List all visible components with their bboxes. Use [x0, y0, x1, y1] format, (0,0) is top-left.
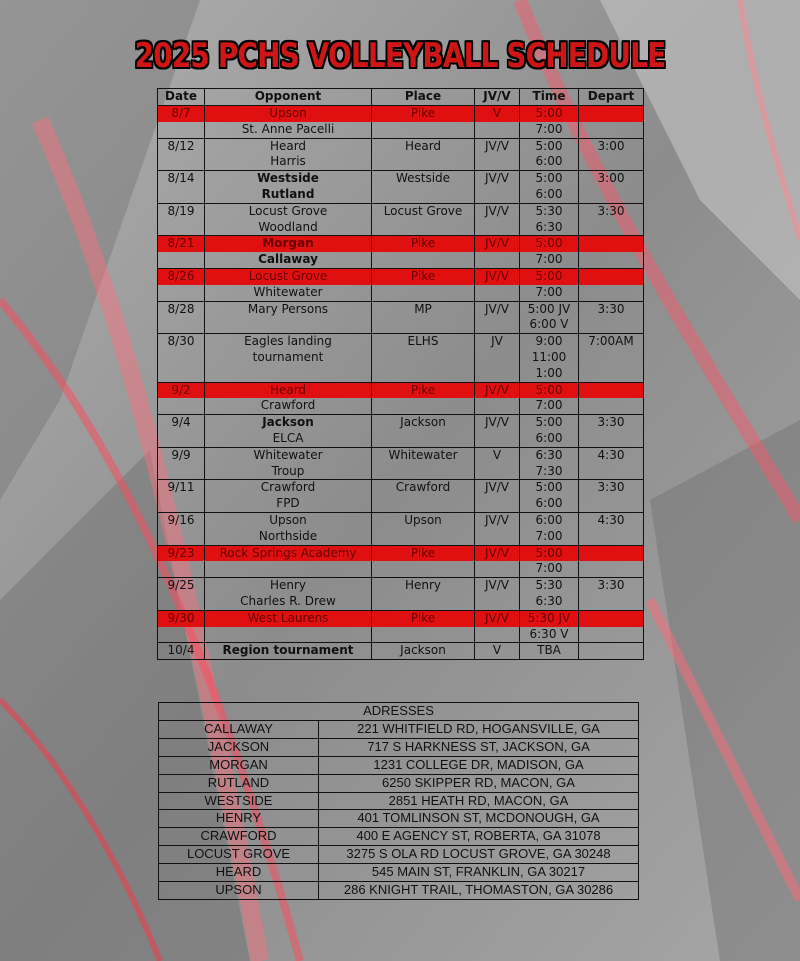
- date-cell: 9/2: [158, 382, 205, 398]
- opponent-cell: St. Anne Pacelli: [205, 122, 372, 138]
- table-row: [158, 480, 644, 496]
- opponent-cell: Troup: [205, 464, 372, 480]
- table-row: [158, 398, 644, 414]
- depart-cell: [579, 154, 644, 170]
- table-row: [158, 366, 644, 382]
- depart-cell: [579, 220, 644, 236]
- time-cell: 5:00: [520, 171, 579, 187]
- time-cell: 6:30: [520, 220, 579, 236]
- address-row: [159, 810, 639, 828]
- place-cell: Upson: [372, 512, 475, 528]
- date-cell: [158, 529, 205, 545]
- depart-cell: [579, 350, 644, 366]
- time-cell: TBA: [520, 643, 579, 660]
- time-cell: 6:30: [520, 447, 579, 463]
- date-cell: [158, 187, 205, 203]
- time-cell: 5:00: [520, 268, 579, 284]
- table-row: [158, 447, 644, 463]
- opponent-cell: Charles R. Drew: [205, 594, 372, 610]
- level-cell: [475, 122, 520, 138]
- level-cell: V: [475, 447, 520, 463]
- depart-cell: 3:00: [579, 138, 644, 154]
- page-title: 2025 PCHS VOLLEYBALL SCHEDULE: [134, 36, 666, 76]
- table-row: [158, 317, 644, 333]
- place-cell: [372, 285, 475, 301]
- depart-cell: 3:00: [579, 171, 644, 187]
- level-cell: [475, 431, 520, 447]
- level-cell: [475, 496, 520, 512]
- date-cell: 8/30: [158, 334, 205, 350]
- opponent-cell: Mary Persons: [205, 301, 372, 317]
- date-cell: 9/25: [158, 578, 205, 594]
- table-row: [158, 268, 644, 284]
- date-cell: [158, 122, 205, 138]
- table-row: [158, 464, 644, 480]
- date-cell: [158, 496, 205, 512]
- depart-cell: [579, 317, 644, 333]
- address-row: [159, 774, 639, 792]
- level-cell: V: [475, 643, 520, 660]
- opponent-cell: Callaway: [205, 252, 372, 268]
- opponent-cell: tournament: [205, 350, 372, 366]
- level-cell: [475, 187, 520, 203]
- time-cell: 5:30 JV: [520, 610, 579, 626]
- date-cell: 8/12: [158, 138, 205, 154]
- depart-cell: [579, 594, 644, 610]
- date-cell: 9/23: [158, 545, 205, 561]
- level-cell: JV/V: [475, 578, 520, 594]
- date-cell: 8/14: [158, 171, 205, 187]
- level-cell: JV/V: [475, 268, 520, 284]
- address-row: [159, 882, 639, 900]
- date-cell: [158, 594, 205, 610]
- date-cell: 8/7: [158, 106, 205, 122]
- depart-cell: 7:00AM: [579, 334, 644, 350]
- addresses-body: [159, 703, 639, 900]
- place-cell: [372, 627, 475, 643]
- opponent-cell: Woodland: [205, 220, 372, 236]
- table-row: [158, 382, 644, 398]
- table-row: [158, 122, 644, 138]
- depart-cell: [579, 268, 644, 284]
- time-cell: 1:00: [520, 366, 579, 382]
- depart-cell: [579, 398, 644, 414]
- level-cell: JV/V: [475, 382, 520, 398]
- place-cell: [372, 366, 475, 382]
- opponent-cell: Upson: [205, 512, 372, 528]
- opponent-cell: Morgan: [205, 236, 372, 252]
- opponent-cell: Harris: [205, 154, 372, 170]
- table-row: [158, 561, 644, 577]
- level-cell: [475, 627, 520, 643]
- place-cell: [372, 122, 475, 138]
- depart-cell: [579, 106, 644, 122]
- address-school-name: MORGAN: [159, 756, 319, 774]
- place-cell: [372, 561, 475, 577]
- opponent-cell: Locust Grove: [205, 268, 372, 284]
- table-row: [158, 252, 644, 268]
- opponent-cell: Rock Springs Academy: [205, 545, 372, 561]
- opponent-cell: Northside: [205, 529, 372, 545]
- time-cell: 5:00: [520, 236, 579, 252]
- address-street: 717 S HARKNESS ST, JACKSON, GA: [319, 738, 639, 756]
- depart-cell: 3:30: [579, 301, 644, 317]
- opponent-cell: ELCA: [205, 431, 372, 447]
- address-street: 221 WHITFIELD RD, HOGANSVILLE, GA: [319, 720, 639, 738]
- time-cell: 5:00: [520, 382, 579, 398]
- level-cell: [475, 350, 520, 366]
- table-row: [158, 594, 644, 610]
- place-cell: [372, 529, 475, 545]
- table-row: [158, 138, 644, 154]
- table-row: [158, 578, 644, 594]
- table-row: [158, 106, 644, 122]
- opponent-cell: Region tournament: [205, 643, 372, 660]
- time-cell: 5:30: [520, 578, 579, 594]
- place-cell: [372, 431, 475, 447]
- time-cell: 9:00: [520, 334, 579, 350]
- addresses-table: [158, 702, 639, 900]
- depart-cell: [579, 496, 644, 512]
- opponent-cell: Upson: [205, 106, 372, 122]
- place-cell: [372, 496, 475, 512]
- place-cell: Locust Grove: [372, 203, 475, 219]
- opponent-cell: Rutland: [205, 187, 372, 203]
- place-cell: [372, 350, 475, 366]
- place-cell: MP: [372, 301, 475, 317]
- date-cell: [158, 252, 205, 268]
- date-cell: [158, 285, 205, 301]
- table-row: [158, 529, 644, 545]
- date-cell: [158, 561, 205, 577]
- level-cell: [475, 285, 520, 301]
- address-school-name: UPSON: [159, 882, 319, 900]
- date-cell: 8/26: [158, 268, 205, 284]
- place-cell: Heard: [372, 138, 475, 154]
- depart-cell: [579, 252, 644, 268]
- time-cell: 7:00: [520, 529, 579, 545]
- address-school-name: CALLAWAY: [159, 720, 319, 738]
- depart-cell: 3:30: [579, 480, 644, 496]
- place-cell: Pike: [372, 106, 475, 122]
- level-cell: JV/V: [475, 545, 520, 561]
- level-cell: JV: [475, 334, 520, 350]
- time-cell: 7:00: [520, 252, 579, 268]
- depart-cell: 4:30: [579, 447, 644, 463]
- depart-cell: [579, 431, 644, 447]
- date-cell: 8/21: [158, 236, 205, 252]
- date-cell: [158, 220, 205, 236]
- table-row: [158, 512, 644, 528]
- address-school-name: JACKSON: [159, 738, 319, 756]
- table-row: [158, 545, 644, 561]
- table-row: [158, 610, 644, 626]
- table-row: [158, 203, 644, 219]
- table-row: [158, 301, 644, 317]
- table-row: [158, 171, 644, 187]
- place-cell: Pike: [372, 236, 475, 252]
- address-street: 6250 SKIPPER RD, MACON, GA: [319, 774, 639, 792]
- place-cell: [372, 317, 475, 333]
- level-cell: JV/V: [475, 301, 520, 317]
- opponent-cell: Westside: [205, 171, 372, 187]
- time-cell: 6:00: [520, 512, 579, 528]
- time-cell: 6:00: [520, 496, 579, 512]
- address-row: [159, 864, 639, 882]
- schedule-body: [158, 106, 644, 660]
- level-cell: [475, 154, 520, 170]
- level-cell: JV/V: [475, 138, 520, 154]
- time-cell: 6:00 V: [520, 317, 579, 333]
- depart-cell: [579, 529, 644, 545]
- date-cell: [158, 366, 205, 382]
- opponent-cell: [205, 627, 372, 643]
- table-row: [158, 220, 644, 236]
- date-cell: 9/11: [158, 480, 205, 496]
- opponent-cell: Whitewater: [205, 285, 372, 301]
- level-cell: [475, 594, 520, 610]
- time-cell: 6:30: [520, 594, 579, 610]
- date-cell: 9/16: [158, 512, 205, 528]
- table-row: [158, 496, 644, 512]
- time-cell: 5:00: [520, 106, 579, 122]
- place-cell: ELHS: [372, 334, 475, 350]
- header-date: Date: [158, 89, 205, 106]
- opponent-cell: Locust Grove: [205, 203, 372, 219]
- depart-cell: [579, 366, 644, 382]
- depart-cell: [579, 643, 644, 660]
- place-cell: [372, 464, 475, 480]
- time-cell: 7:00: [520, 122, 579, 138]
- opponent-cell: FPD: [205, 496, 372, 512]
- depart-cell: [579, 610, 644, 626]
- schedule-table: [157, 88, 644, 660]
- opponent-cell: Crawford: [205, 480, 372, 496]
- time-cell: 7:30: [520, 464, 579, 480]
- date-cell: 10/4: [158, 643, 205, 660]
- date-cell: 9/4: [158, 415, 205, 431]
- address-street: 401 TOMLINSON ST, MCDONOUGH, GA: [319, 810, 639, 828]
- depart-cell: 4:30: [579, 512, 644, 528]
- place-cell: Whitewater: [372, 447, 475, 463]
- address-school-name: LOCUST GROVE: [159, 846, 319, 864]
- level-cell: JV/V: [475, 203, 520, 219]
- time-cell: 7:00: [520, 398, 579, 414]
- level-cell: JV/V: [475, 512, 520, 528]
- table-row: [158, 415, 644, 431]
- time-cell: 5:00: [520, 480, 579, 496]
- time-cell: 6:00: [520, 154, 579, 170]
- depart-cell: [579, 382, 644, 398]
- time-cell: 6:00: [520, 187, 579, 203]
- address-school-name: HENRY: [159, 810, 319, 828]
- level-cell: [475, 252, 520, 268]
- level-cell: [475, 366, 520, 382]
- opponent-cell: Whitewater: [205, 447, 372, 463]
- addresses-header: ADRESSES: [159, 703, 639, 721]
- level-cell: [475, 561, 520, 577]
- date-cell: 8/28: [158, 301, 205, 317]
- level-cell: [475, 317, 520, 333]
- address-row: [159, 756, 639, 774]
- table-row: [158, 627, 644, 643]
- place-cell: Crawford: [372, 480, 475, 496]
- depart-cell: 3:30: [579, 415, 644, 431]
- level-cell: [475, 464, 520, 480]
- place-cell: Pike: [372, 545, 475, 561]
- time-cell: 7:00: [520, 561, 579, 577]
- level-cell: JV/V: [475, 415, 520, 431]
- depart-cell: [579, 545, 644, 561]
- level-cell: [475, 529, 520, 545]
- address-row: [159, 720, 639, 738]
- place-cell: [372, 252, 475, 268]
- place-cell: Pike: [372, 610, 475, 626]
- address-school-name: RUTLAND: [159, 774, 319, 792]
- opponent-cell: Eagles landing: [205, 334, 372, 350]
- level-cell: JV/V: [475, 171, 520, 187]
- address-row: [159, 846, 639, 864]
- level-cell: [475, 398, 520, 414]
- level-cell: JV/V: [475, 480, 520, 496]
- table-row: [158, 285, 644, 301]
- depart-cell: [579, 561, 644, 577]
- address-school-name: HEARD: [159, 864, 319, 882]
- address-row: [159, 792, 639, 810]
- depart-cell: [579, 236, 644, 252]
- date-cell: [158, 317, 205, 333]
- address-street: 2851 HEATH RD, MACON, GA: [319, 792, 639, 810]
- opponent-cell: West Laurens: [205, 610, 372, 626]
- date-cell: [158, 398, 205, 414]
- time-cell: 5:00: [520, 545, 579, 561]
- date-cell: [158, 627, 205, 643]
- time-cell: 6:00: [520, 431, 579, 447]
- opponent-cell: [205, 561, 372, 577]
- opponent-cell: Crawford: [205, 398, 372, 414]
- address-street: 545 MAIN ST, FRANKLIN, GA 30217: [319, 864, 639, 882]
- header-level: JV/V: [475, 89, 520, 106]
- opponent-cell: Heard: [205, 138, 372, 154]
- table-row: [158, 643, 644, 660]
- header-place: Place: [372, 89, 475, 106]
- place-cell: Pike: [372, 382, 475, 398]
- addresses-header-row: [159, 703, 639, 721]
- address-street: 3275 S OLA RD LOCUST GROVE, GA 30248: [319, 846, 639, 864]
- place-cell: Westside: [372, 171, 475, 187]
- time-cell: 5:00: [520, 415, 579, 431]
- time-cell: 11:00: [520, 350, 579, 366]
- header-opponent: Opponent: [205, 89, 372, 106]
- place-cell: [372, 594, 475, 610]
- place-cell: [372, 220, 475, 236]
- date-cell: [158, 464, 205, 480]
- table-row: [158, 350, 644, 366]
- level-cell: V: [475, 106, 520, 122]
- schedule-header-row: [158, 89, 644, 106]
- level-cell: JV/V: [475, 236, 520, 252]
- opponent-cell: Henry: [205, 578, 372, 594]
- time-cell: 7:00: [520, 285, 579, 301]
- address-row: [159, 738, 639, 756]
- depart-cell: [579, 627, 644, 643]
- time-cell: 5:00 JV: [520, 301, 579, 317]
- header-depart: Depart: [579, 89, 644, 106]
- date-cell: [158, 154, 205, 170]
- depart-cell: [579, 464, 644, 480]
- opponent-cell: Jackson: [205, 415, 372, 431]
- time-cell: 6:30 V: [520, 627, 579, 643]
- place-cell: [372, 154, 475, 170]
- header-time: Time: [520, 89, 579, 106]
- address-street: 1231 COLLEGE DR, MADISON, GA: [319, 756, 639, 774]
- level-cell: [475, 220, 520, 236]
- table-row: [158, 431, 644, 447]
- date-cell: 8/19: [158, 203, 205, 219]
- depart-cell: [579, 122, 644, 138]
- opponent-cell: [205, 366, 372, 382]
- address-school-name: WESTSIDE: [159, 792, 319, 810]
- table-row: [158, 154, 644, 170]
- date-cell: 9/9: [158, 447, 205, 463]
- place-cell: [372, 398, 475, 414]
- table-row: [158, 334, 644, 350]
- opponent-cell: Heard: [205, 382, 372, 398]
- date-cell: [158, 350, 205, 366]
- opponent-cell: [205, 317, 372, 333]
- place-cell: Pike: [372, 268, 475, 284]
- table-row: [158, 187, 644, 203]
- depart-cell: 3:30: [579, 578, 644, 594]
- address-street: 286 KNIGHT TRAIL, THOMASTON, GA 30286: [319, 882, 639, 900]
- address-street: 400 E AGENCY ST, ROBERTA, GA 31078: [319, 828, 639, 846]
- place-cell: Jackson: [372, 643, 475, 660]
- depart-cell: [579, 285, 644, 301]
- time-cell: 5:30: [520, 203, 579, 219]
- date-cell: [158, 431, 205, 447]
- depart-cell: [579, 187, 644, 203]
- address-row: [159, 828, 639, 846]
- level-cell: JV/V: [475, 610, 520, 626]
- place-cell: Jackson: [372, 415, 475, 431]
- time-cell: 5:00: [520, 138, 579, 154]
- place-cell: [372, 187, 475, 203]
- table-row: [158, 236, 644, 252]
- date-cell: 9/30: [158, 610, 205, 626]
- depart-cell: 3:30: [579, 203, 644, 219]
- place-cell: Henry: [372, 578, 475, 594]
- address-school-name: CRAWFORD: [159, 828, 319, 846]
